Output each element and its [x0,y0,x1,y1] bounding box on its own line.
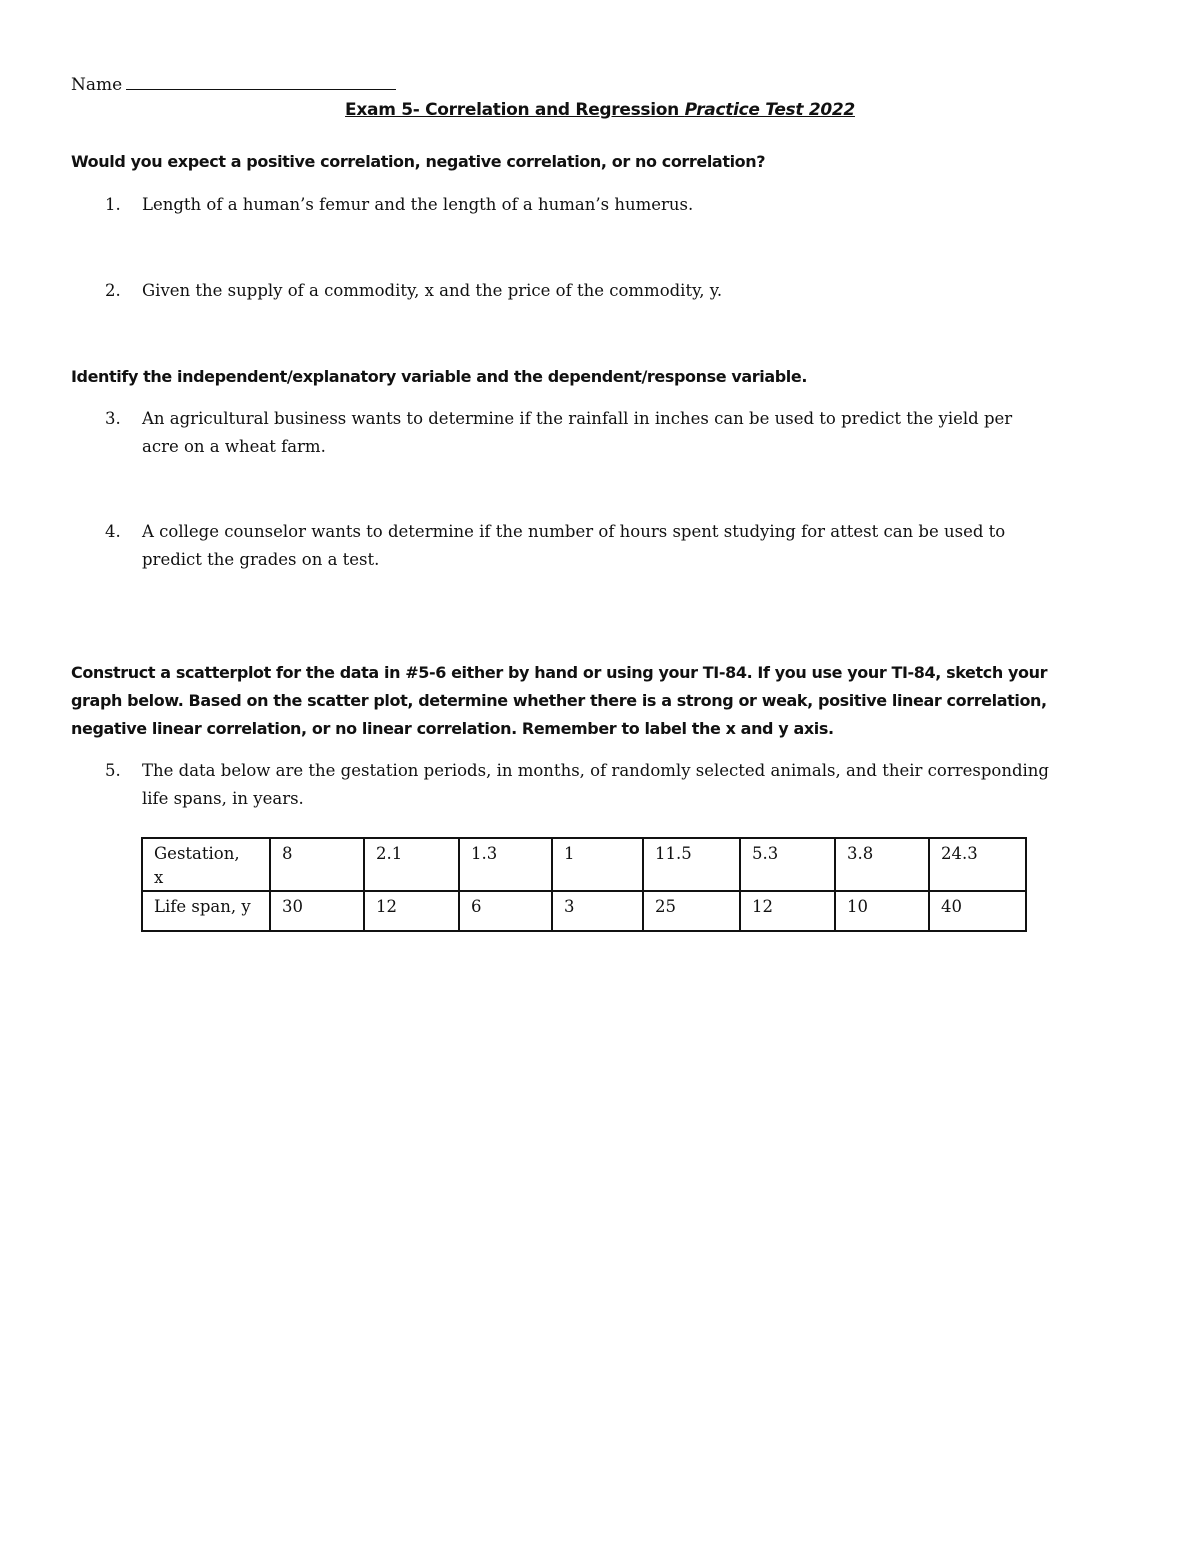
question-text-line-2: predict the grades on a test. [142,550,380,569]
question-2 [105,277,1155,305]
page-title [0,100,1200,120]
question-1 [105,191,1155,219]
name-blank-line[interactable] [126,74,396,90]
question-4 [105,518,1155,574]
table-cell: 25 [643,891,740,931]
question-text: Length of a human’s femur and the length of a human’s humerus. [142,195,694,214]
table-cell: 1 [552,838,643,891]
section-1-heading: Would you expect a positive correlation, negative correlation, or no correlation? [71,152,766,171]
question-5 [105,757,1165,813]
question-number: 4. [105,522,121,541]
table-cell: 3 [552,891,643,931]
table-cell: 5.3 [740,838,835,891]
row-header-gestation [142,838,270,891]
question-text-line-2: life spans, in years. [142,789,304,808]
section-3-heading-line-3: negative linear correlation, or no linear correlation. Remember to label the x and y axis. [71,719,834,738]
section-2-heading: Identify the independent/explanatory variable and the dependent/response variable. [71,367,808,386]
table-cell: 10 [835,891,929,931]
table-cell: 24.3 [929,838,1026,891]
table-cell: 12 [364,891,459,931]
name-field [71,74,396,95]
section-3-heading-line-1: Construct a scatterplot for the data in #5-6 either by hand or using your TI-84. If you use your TI-84, sketch your [71,663,1048,682]
table-cell: 40 [929,891,1026,931]
question-number: 3. [105,409,121,428]
table-cell: 12 [740,891,835,931]
table-cell: 11.5 [643,838,740,891]
question-text-line-1: An agricultural business wants to determine if the rainfall in inches can be used to predict the yield per [142,409,1013,428]
table-cell: 1.3 [459,838,552,891]
table-row-gestation [142,838,1026,891]
table-cell: 8 [270,838,364,891]
question-number: 1. [105,195,121,214]
title-italic: Practice Test 2022 [684,100,855,120]
question-text-line-1: A college counselor wants to determine if the number of hours spent studying for attest can be used to [142,522,1006,541]
table-cell: 30 [270,891,364,931]
row-header-line-2: x [154,868,164,887]
title-main: Exam 5- Correlation and Regression [345,100,685,120]
question-3 [105,405,1155,461]
name-label: Name [71,75,123,95]
question-text-line-1: The data below are the gestation periods, in months, of randomly selected animals, and their corresponding [142,761,1049,780]
section-3-heading [71,659,1151,743]
table-cell: 6 [459,891,552,931]
gestation-lifespan-table [141,837,1027,932]
row-header-life-span: Life span, y [142,891,270,931]
section-3-heading-line-2: graph below. Based on the scatter plot, determine whether there is a strong or weak, positive linear correlation, [71,691,1047,710]
question-text: Given the supply of a commodity, x and the price of the commodity, y. [142,281,723,300]
question-number: 5. [105,761,121,780]
question-number: 2. [105,281,121,300]
question-text-line-2: acre on a wheat farm. [142,437,326,456]
row-header-line-1: Gestation, [154,844,240,863]
table-row-life-span [142,891,1026,931]
table-cell: 3.8 [835,838,929,891]
table-cell: 2.1 [364,838,459,891]
